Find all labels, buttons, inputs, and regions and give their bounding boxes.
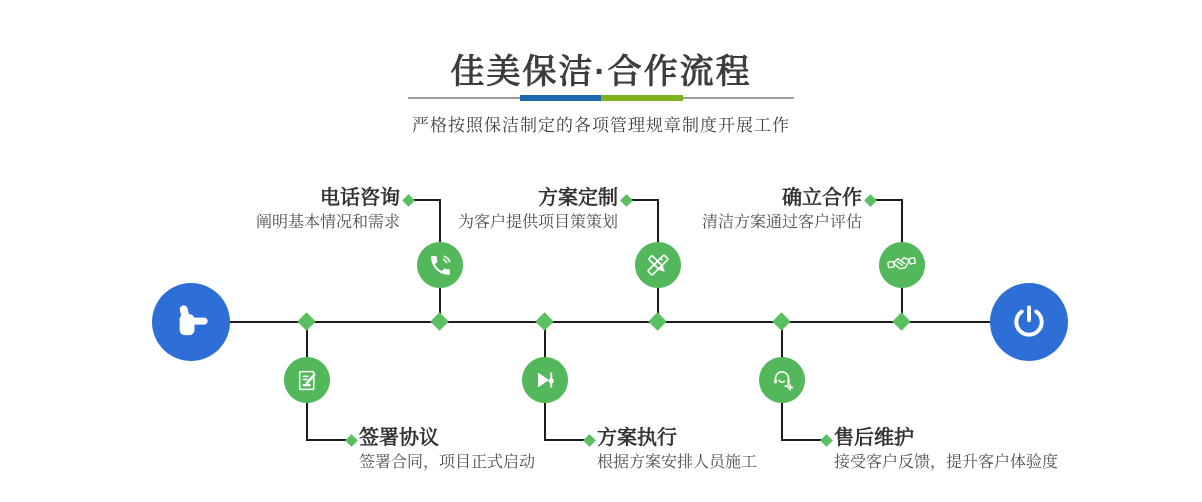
step-title: 方案执行: [597, 427, 677, 449]
label-diamond-marker: [864, 194, 877, 207]
step-4-label: [597, 426, 757, 474]
label-diamond-marker: [583, 434, 596, 447]
step-title: 签署协议: [359, 427, 439, 449]
step-title: 确立合作: [782, 187, 862, 209]
step-title: 方案定制: [538, 187, 618, 209]
step-1-label: [256, 186, 400, 234]
timeline-junction-diamond: [892, 312, 910, 330]
timeline-junction-diamond: [430, 312, 448, 330]
page-subtitle: 严格按照保洁制定的各项管理规章制度开展工作: [412, 116, 790, 135]
step-desc: 根据方案安排人员施工: [597, 454, 758, 471]
timeline-junction-diamond: [297, 312, 315, 330]
document-sign-icon: [284, 357, 330, 403]
step-desc: 接受客户反馈，提升客户体验度: [834, 454, 1059, 471]
timeline-junction-diamond: [535, 312, 553, 330]
label-diamond-marker: [345, 434, 358, 447]
play-next-icon: [522, 357, 568, 403]
step-title: 电话咨询: [320, 187, 400, 209]
step-desc: 阐明基本情况和需求: [255, 214, 400, 231]
step-5-label: [702, 186, 862, 234]
power-icon: [1010, 303, 1048, 341]
headset-plus-icon: [759, 357, 805, 403]
step-desc: 为客户提供项目策策划: [457, 214, 618, 231]
phone-icon: [417, 242, 463, 288]
step-title: 售后维护: [834, 427, 914, 449]
label-diamond-marker: [620, 194, 633, 207]
timeline-end-node: [990, 283, 1068, 361]
divider-green-segment: [601, 95, 683, 101]
handshake-icon: [879, 242, 925, 288]
title-divider: [408, 95, 794, 101]
timeline-junction-diamond: [772, 312, 790, 330]
label-diamond-marker: [820, 434, 833, 447]
step-3-label: [458, 186, 618, 234]
step-6-label: [834, 426, 1058, 474]
step-desc: 签署合同，项目正式启动: [359, 454, 536, 471]
pencil-ruler-icon: [635, 242, 681, 288]
timeline-start-node: [152, 283, 230, 361]
divider-blue-segment: [520, 95, 601, 101]
step-2-label: [359, 426, 535, 474]
timeline-junction-diamond: [648, 312, 666, 330]
page-title: 佳美保洁·合作流程: [450, 53, 752, 91]
label-diamond-marker: [402, 194, 415, 207]
step-desc: 清洁方案通过客户评估: [701, 214, 862, 231]
timeline-line: [229, 321, 990, 323]
pointing-hand-icon: [170, 301, 212, 343]
